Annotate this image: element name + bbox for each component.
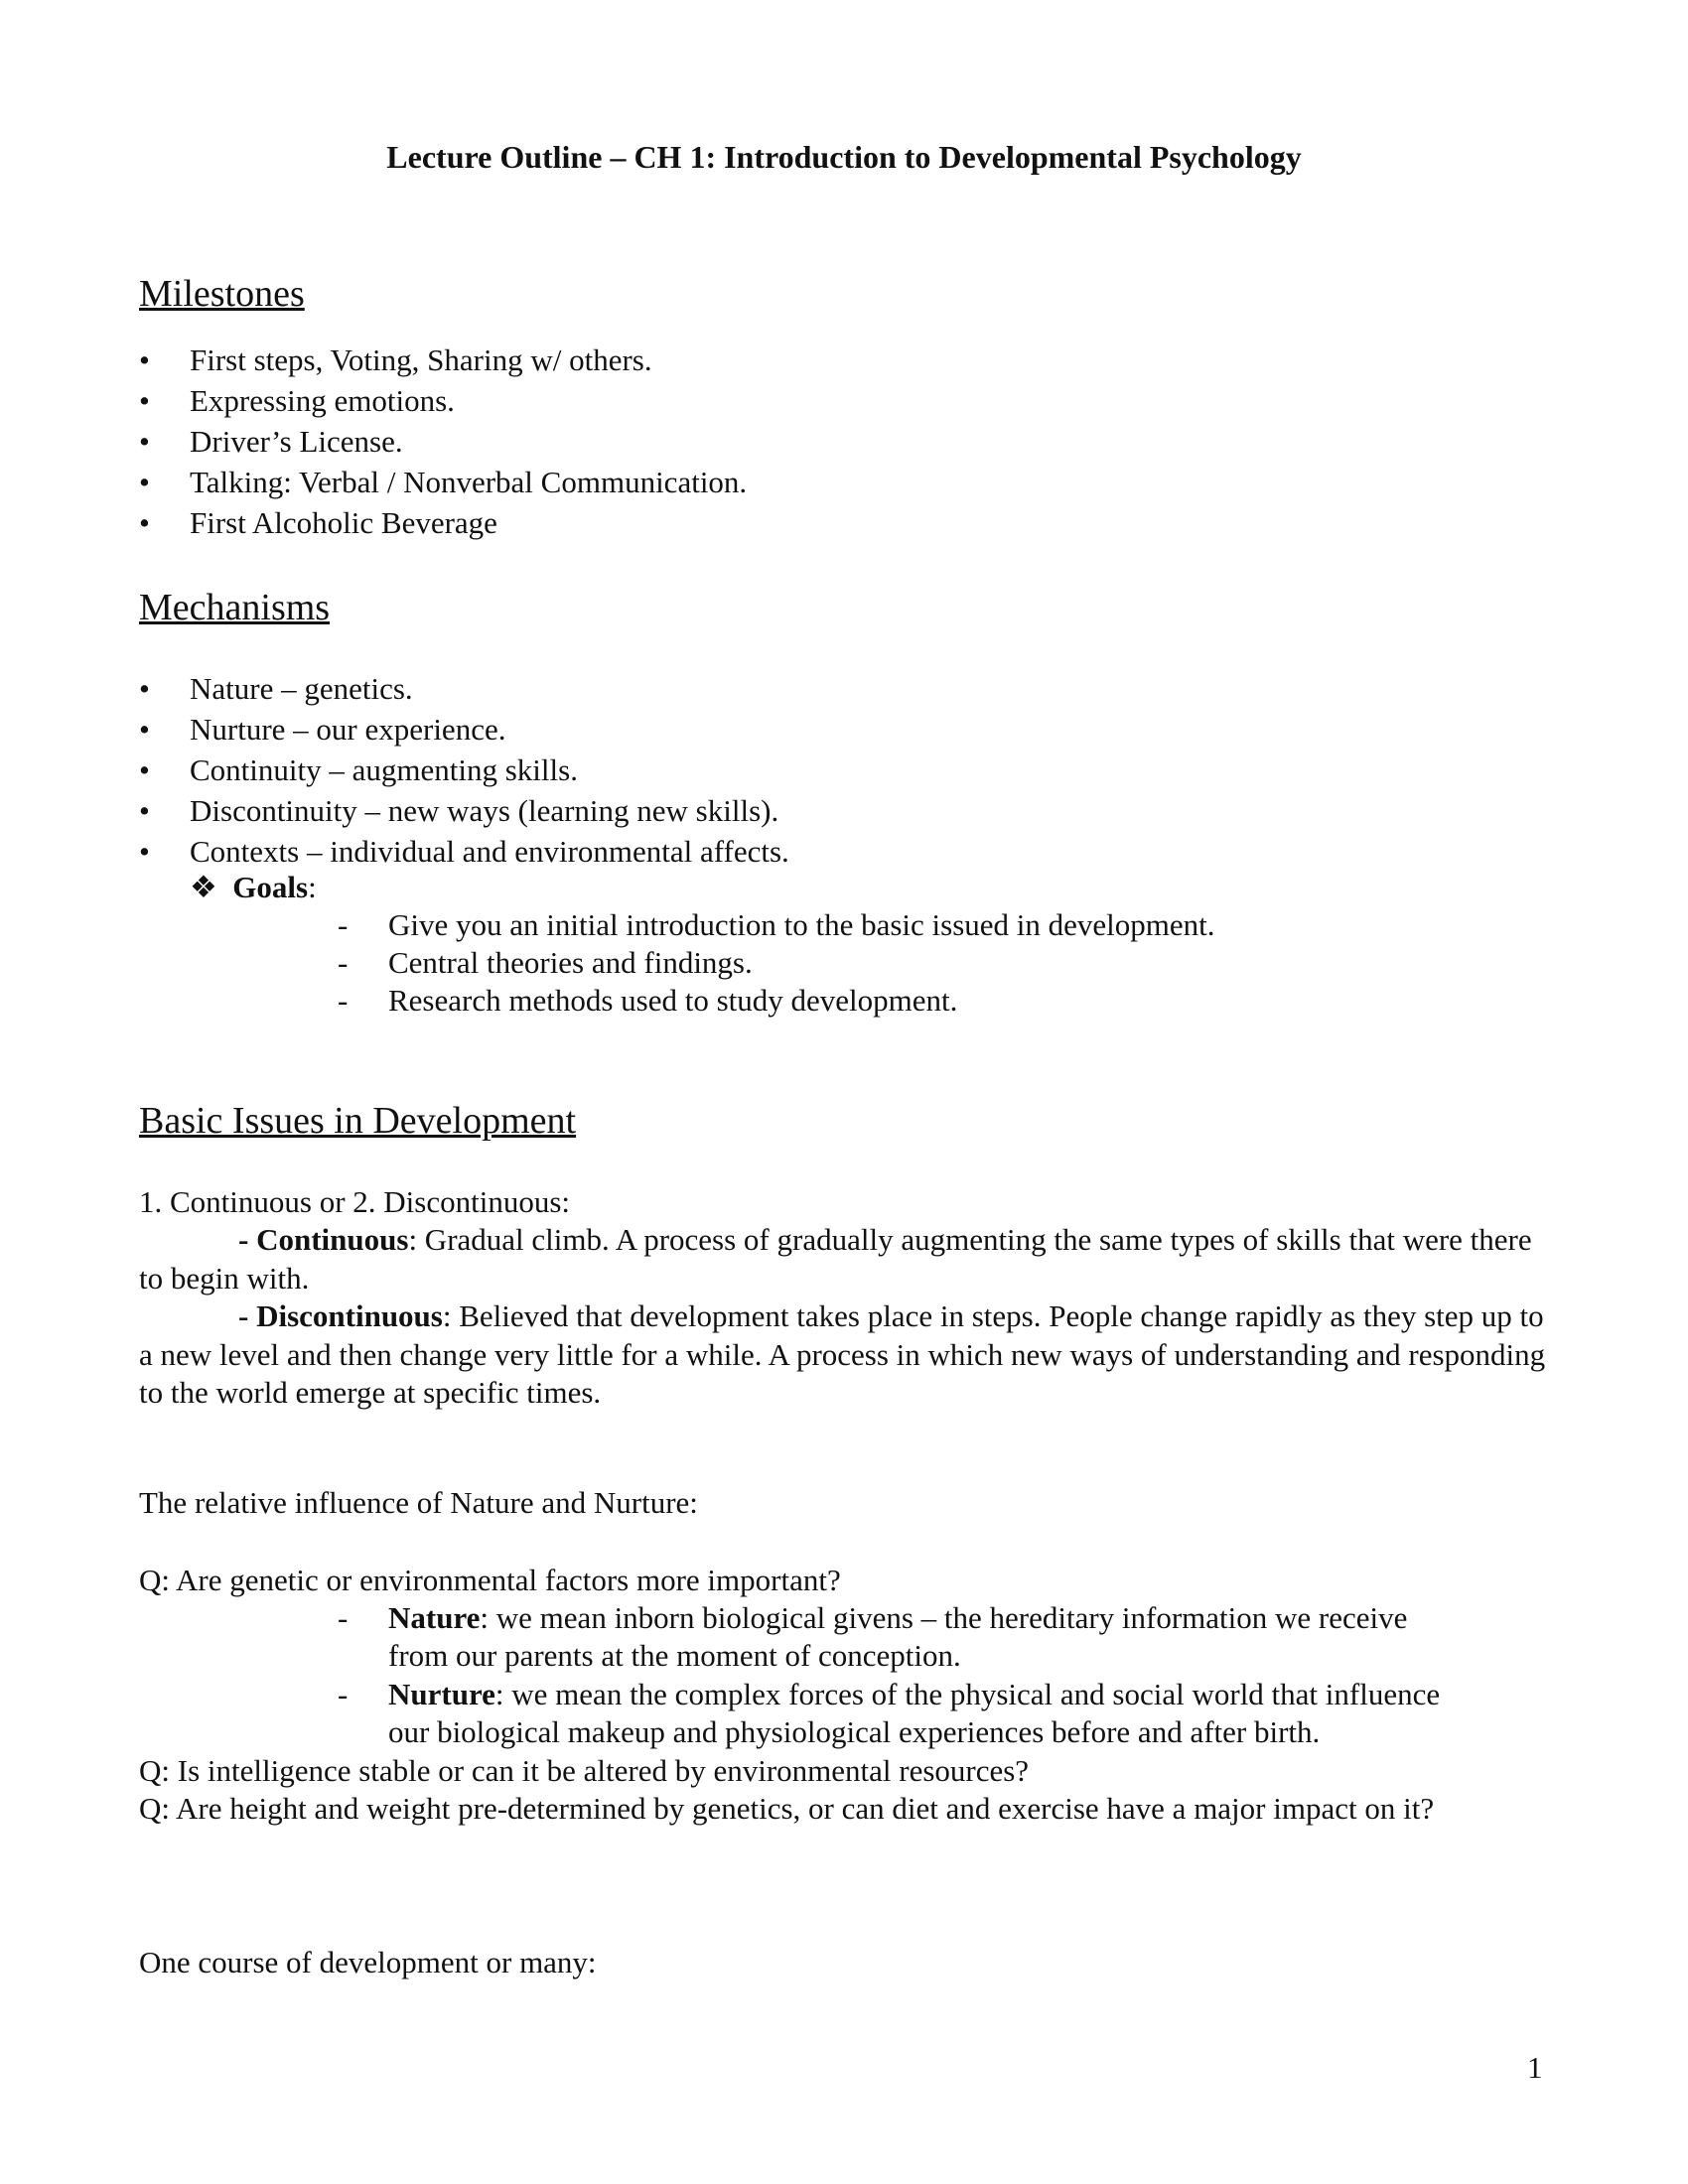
page-title: Lecture Outline – CH 1: Introduction to Developmental Psychology	[386, 139, 1302, 175]
mechanisms-list	[139, 668, 789, 872]
nature-nurture-intro: The relative influence of Nature and Nurture:	[139, 1485, 698, 1520]
milestones-list	[139, 340, 747, 543]
bullet-dot-icon: •	[139, 465, 150, 499]
bullet-dot-icon: •	[139, 671, 150, 706]
list-item: • Contexts – individual and environmental affects.	[139, 831, 789, 872]
mechanisms-heading: Mechanisms	[139, 587, 331, 628]
milestones-heading: Milestones	[139, 273, 305, 315]
discontinuous-paragraph: - Discontinuous: Believed that development takes place in steps. People change rapidly as they step up to a new level and then change very little for a while. A process in which new ways of understanding and responding to the world emerge at specific times.	[139, 1298, 1546, 1410]
bullet-dot-icon: •	[139, 834, 150, 869]
bullet-dot-icon: •	[139, 752, 150, 787]
nurture-definition: - Nurture: we mean the complex forces of the physical and social world that influence our biological makeup and physiological experiences before and after birth.	[338, 1677, 1441, 1749]
continuous-paragraph: - Continuous: Gradual climb. A process of gradually augmenting the same types of skills that were there to begin with.	[139, 1222, 1532, 1296]
list-item: • Driver’s License.	[139, 421, 747, 462]
list-item: • First Alcoholic Beverage	[139, 502, 747, 543]
bullet-dot-icon: •	[139, 793, 150, 828]
list-item: • Continuity – augmenting skills.	[139, 750, 789, 790]
one-course-heading: One course of development or many:	[139, 1945, 597, 1979]
list-item: • Nature – genetics.	[139, 668, 789, 709]
goals-label: ❖ Goals:	[190, 870, 317, 904]
bullet-dot-icon: •	[139, 383, 150, 418]
page-number: 1	[1527, 2050, 1543, 2085]
dash-icon: -	[338, 1677, 349, 1711]
list-item: • First steps, Voting, Sharing w/ others.	[139, 340, 747, 380]
basic-issues-heading: Basic Issues in Development	[139, 1100, 577, 1142]
dash-icon: -	[338, 945, 349, 980]
list-item: • Discontinuity – new ways (learning new skills).	[139, 790, 789, 831]
continuity-question: 1. Continuous or 2. Discontinuous:	[139, 1184, 571, 1219]
dash-icon: -	[338, 983, 349, 1018]
dash-icon: -	[338, 1600, 349, 1635]
goals-item: - Central theories and findings.	[338, 945, 753, 980]
bullet-dot-icon: •	[139, 712, 150, 747]
bullet-dot-icon: •	[139, 505, 150, 540]
bullet-dot-icon: •	[139, 424, 150, 459]
four-diamond-icon: ❖	[190, 870, 217, 904]
goals-item: - Research methods used to study development.	[338, 983, 958, 1018]
nature-definition: - Nature: we mean inborn biological givens – the hereditary information we receive from our parents at the moment of conception.	[338, 1600, 1408, 1673]
list-item: • Talking: Verbal / Nonverbal Communication.	[139, 462, 747, 502]
goals-item: - Give you an initial introduction to the basic issued in development.	[338, 907, 1215, 942]
bullet-dot-icon: •	[139, 342, 150, 377]
list-item: • Nurture – our experience.	[139, 709, 789, 750]
list-item: • Expressing emotions.	[139, 380, 747, 421]
question-1: Q: Are genetic or environmental factors more important?	[139, 1563, 841, 1597]
dash-icon: -	[338, 907, 349, 942]
question-2: Q: Is intelligence stable or can it be altered by environmental resources?	[139, 1753, 1030, 1788]
question-3: Q: Are height and weight pre-determined by genetics, or can diet and exercise have a major impact on it?	[139, 1791, 1435, 1826]
